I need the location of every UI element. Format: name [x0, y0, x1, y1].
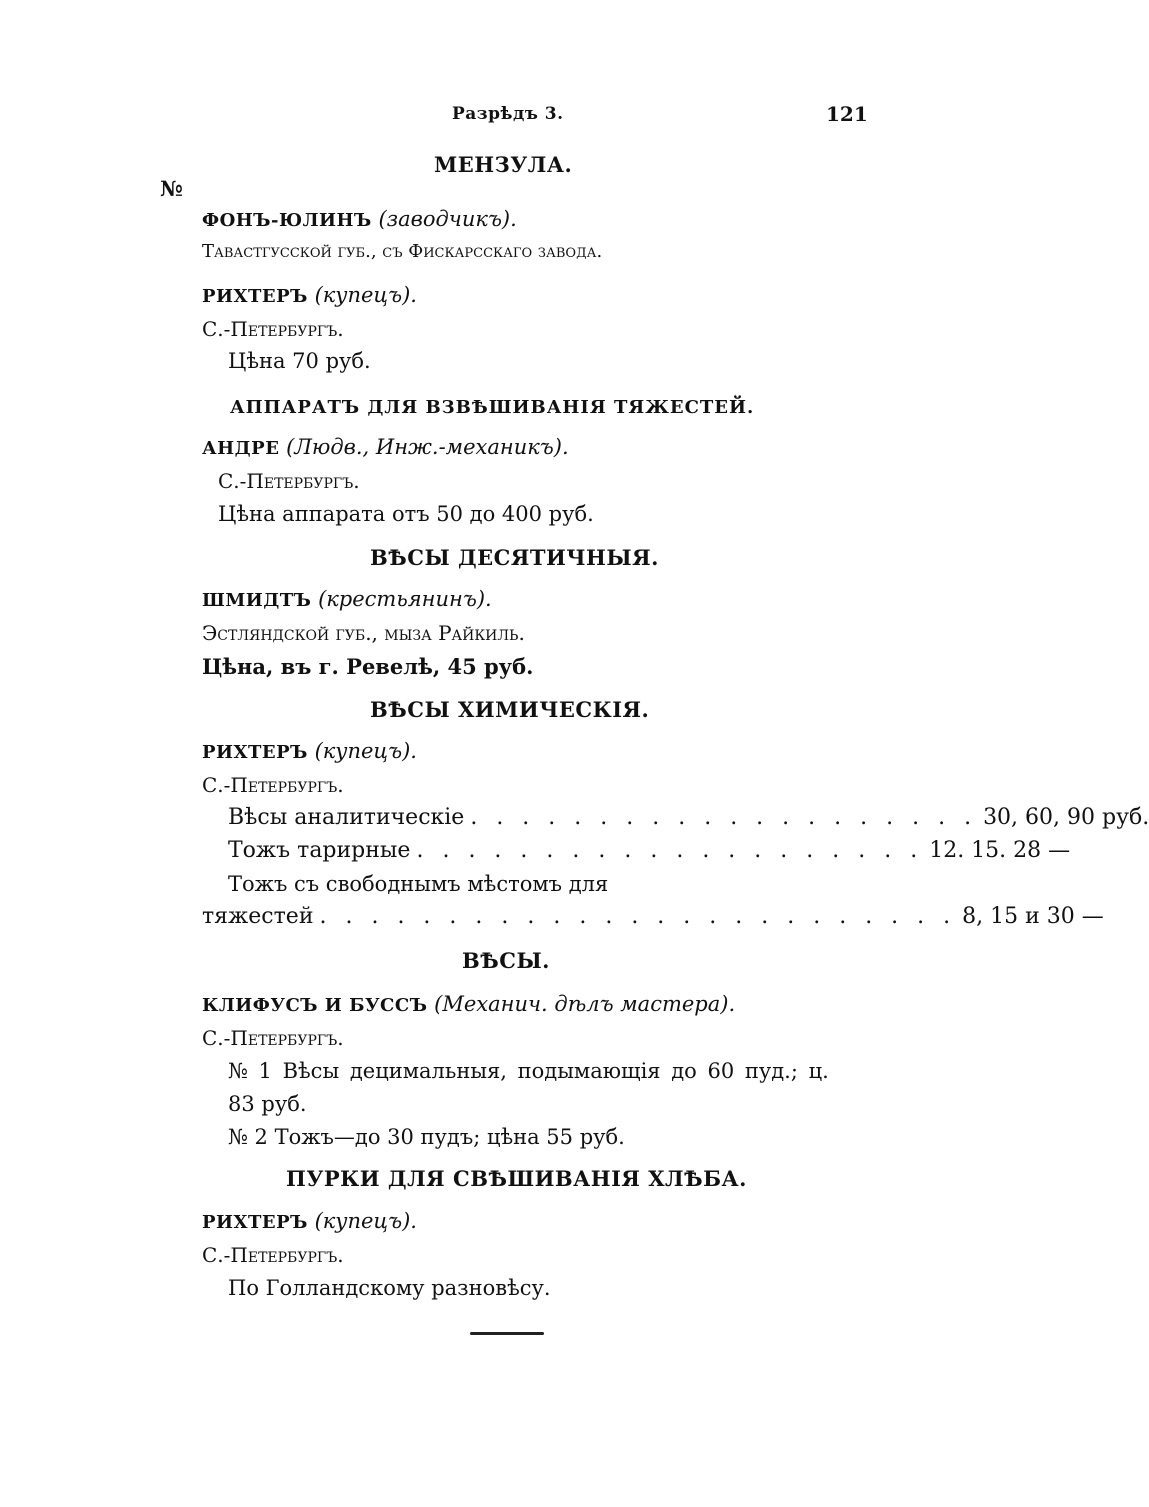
entry-role: (купецъ).	[314, 283, 417, 307]
entry-place: С.-Петербургъ.	[202, 1026, 344, 1050]
price-row	[202, 904, 1104, 929]
page-number: 121	[826, 102, 868, 126]
entry-richter-3	[202, 1209, 417, 1233]
entry-note: По Голландскому разновѣсу.	[228, 1276, 551, 1300]
price-line: № 1 Вѣсы децимальныя, подымающія до 60 пуд.; ц.	[228, 1059, 829, 1083]
entry-place: С.-Петербургъ.	[218, 469, 360, 493]
entry-name: ФОНЪ-ЮЛИНЪ	[202, 210, 372, 231]
entry-andre	[202, 435, 569, 459]
entry-role: (Механич. дѣлъ мастера).	[434, 992, 736, 1016]
price-row-value: 8, 15 и 30 —	[962, 904, 1104, 929]
entry-place: Эстляндской губ., мыза Райкиль.	[202, 621, 525, 645]
entry-price: Цѣна, въ г. Ревелѣ, 45 руб.	[202, 654, 534, 679]
entry-price: Цѣна 70 руб.	[228, 349, 371, 373]
entry-role: (заводчикъ).	[378, 207, 517, 231]
entry-name: РИХТЕРЪ	[202, 742, 308, 763]
price-row-label: Тожъ тарирные	[228, 838, 411, 863]
entry-richter-1	[202, 283, 417, 307]
entry-richter-2	[202, 739, 417, 763]
dot-leader: . . . . . . . . . . . . . . . . . . . . . . . . .	[319, 904, 957, 929]
entry-place: С.-Петербургъ.	[202, 773, 344, 797]
price-row	[228, 838, 1071, 863]
entry-name: РИХТЕРЪ	[202, 1212, 308, 1233]
entry-name: РИХТЕРЪ	[202, 286, 308, 307]
section-title-grain: ПУРКИ ДЛЯ СВѢШИВАНІЯ ХЛѢБА.	[286, 1166, 747, 1191]
closing-rule	[470, 1332, 544, 1335]
price-row	[228, 805, 1149, 830]
entry-place: С.-Петербургъ.	[202, 317, 344, 341]
section-title-chemical: ВѢСЫ ХИМИЧЕСКІЯ.	[370, 697, 650, 722]
entry-role: (купецъ).	[314, 739, 417, 763]
entry-price: Цѣна аппарата отъ 50 до 400 руб.	[218, 502, 594, 526]
section-title-apparatus: АППАРАТЪ ДЛЯ ВЗВѢШИВАНІЯ ТЯЖЕСТЕЙ.	[230, 397, 755, 418]
entry-role: (купецъ).	[314, 1209, 417, 1233]
price-row-value: 30, 60, 90 руб.	[983, 805, 1149, 830]
entry-place: С.-Петербургъ.	[202, 1243, 344, 1267]
entry-name: ШМИДТЪ	[202, 590, 312, 611]
entry-place: Тавастгусской губ., съ Фискарсскаго завода.	[202, 241, 603, 262]
price-row-label: Вѣсы аналитическіе	[228, 805, 465, 830]
entry-schmidt	[202, 587, 492, 611]
entry-role: (Людв., Инж.-механикъ).	[286, 435, 569, 459]
entry-fon-yulin	[202, 207, 517, 231]
section-title-decimal: ВѢСЫ ДЕСЯТИЧНЫЯ.	[370, 545, 659, 570]
price-line: № 2 Тожъ—до 30 пудъ; цѣна 55 руб.	[228, 1125, 625, 1149]
running-title: Разрѣдъ 3.	[452, 104, 564, 124]
entry-klifus-buss	[202, 992, 735, 1016]
price-line: 83 руб.	[228, 1092, 307, 1116]
dot-leader: . . . . . . . . . . . . . . . . . . . .	[416, 838, 924, 863]
entry-name: АНДРЕ	[202, 438, 280, 459]
price-row-label: тяжестей	[202, 904, 314, 929]
dot-leader: . . . . . . . . . . . . . . . . . . . .	[470, 805, 978, 830]
entry-role: (крестьянинъ).	[318, 587, 492, 611]
section-title-scales: ВѢСЫ.	[462, 948, 550, 973]
price-row-label-line1: Тожъ съ свободнымъ мѣстомъ для	[228, 872, 609, 896]
entry-name: КЛИФУСЪ И БУССЪ	[202, 995, 428, 1016]
price-row-value: 12. 15. 28 —	[929, 838, 1071, 863]
number-sign: №	[160, 176, 183, 201]
section-title-mensula: МЕНЗУЛА.	[434, 152, 573, 177]
